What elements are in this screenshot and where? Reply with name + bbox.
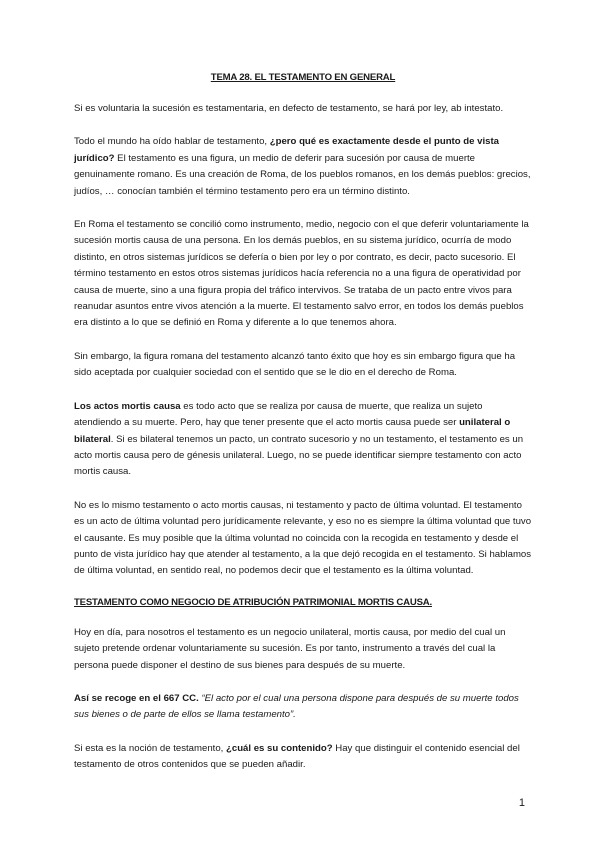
p9-text-c: Hay que distinguir el contenido esencial del testamento de otros contenidos que se pueden añadir.: [74, 742, 520, 771]
document-title: TEMA 28. EL TESTAMENTO EN GENERAL: [210, 72, 396, 83]
p5-text-d: . Si es bilateral tenemos un pacto, un contrato sucesorio y no un testamento, el testamento es un acto mortis causa pero de génesis unilateral. Luego, no se puede identificar siempre testamento con acto mortis causa.: [74, 433, 524, 478]
paragraph-2: [74, 134, 532, 200]
paragraph-3: En Roma el testamento se concilió como instrumento, medio, negocio con el que deferir voluntariamente la sucesión mortis causa de una persona. En los demás pueblos, en su sistema jurídico, ocurría de modo distinto, en otros sistemas jurídicos se defería o bien por ley o por contrato, es decir, pacto sucesorio. El término testamento en estos otros sistemas jurídicos hacía referencia no a una figura de operatividad por causa de muerte, sino a una figura propia del tráfico intervivos. Se trataba de un pacto entre vivos para reanudar asuntos entre vivos atención a la muerte. El testamento salvo error, en todos los demás pueblos era distinto a lo que se definió en Roma y diferente a lo que tenemos ahora.: [74, 219, 529, 329]
document-page: [74, 72, 532, 791]
section-heading: TESTAMENTO COMO NEGOCIO DE ATRIBUCIÓN PATRIMONIAL MORTIS CAUSA.: [74, 596, 432, 608]
p8-quote: “El acto por el cual una persona dispone para después de su muerte todos sus bienes o de parte de ellos se llama testamento”.: [74, 692, 519, 721]
page-number: 1: [518, 797, 525, 809]
p5-bold-unilateral: unilateral o bilateral: [74, 417, 511, 445]
paragraph-1: Si es voluntaria la sucesión es testamentaria, en defecto de testamento, se hará por ley, ab intestato.: [74, 103, 504, 114]
paragraph-4: Sin embargo, la figura romana del testamento alcanzó tanto éxito que hoy es sin embargo figura que ha sido aceptada por cualquier sociedad con el sentido que se le dio en el derecho de Roma.: [74, 350, 516, 379]
p8-article-ref: Así se recoge en el 667 CC.: [74, 692, 199, 704]
p2-text-c: El testamento es una figura, un medio de deferir para sucesión por causa de muerte genuinamente romano. Es una creación de Roma, de los pueblos romanos, en los demás pueblos: grecios, judíos, … conocían también el término testamento pero era un término distinto.: [74, 152, 531, 197]
p2-text-a: Todo el mundo ha oído hablar de testamento,: [74, 136, 270, 148]
p5-text-b: es todo acto que se realiza por causa de muerte, que realiza un sujeto atendiendo a su muerte. Pero, hay que tener presente que el acto mortis causa puede ser: [74, 400, 483, 429]
p9-text-a: Si esta es la noción de testamento,: [74, 742, 226, 754]
paragraph-5: [74, 399, 532, 481]
p5-term: Los actos mortis causa: [74, 400, 181, 412]
paragraph-7: Hoy en día, para nosotros el testamento es un negocio unilateral, mortis causa, por medio del cual un sujeto pretende ordenar voluntariamente su sucesión. Es por tanto, instrumento a través del cual la persona puede disponer el destino de sus bienes para después de su muerte.: [74, 626, 506, 671]
p2-question: ¿pero qué es exactamente desde el punto de vista jurídico?: [74, 136, 500, 164]
paragraph-9: [74, 741, 532, 774]
paragraph-6: No es lo mismo testamento o acto mortis causas, ni testamento y pacto de última voluntad. El testamento es un acto de última voluntad pero jurídicamente relevante, y eso no es siempre la última voluntad que tuvo el causante. Es muy posible que la última voluntad no coincida con la recogida en testamento y desde el punto de vista jurídico hay que atender al testamento, a la que dejó recogida en el testamento. Si hablamos de última voluntad, en sentido real, no podemos decir que el testamento es la última voluntad.: [74, 499, 532, 577]
paragraph-8: [74, 691, 532, 724]
p9-question: ¿cuál es su contenido?: [226, 742, 333, 754]
